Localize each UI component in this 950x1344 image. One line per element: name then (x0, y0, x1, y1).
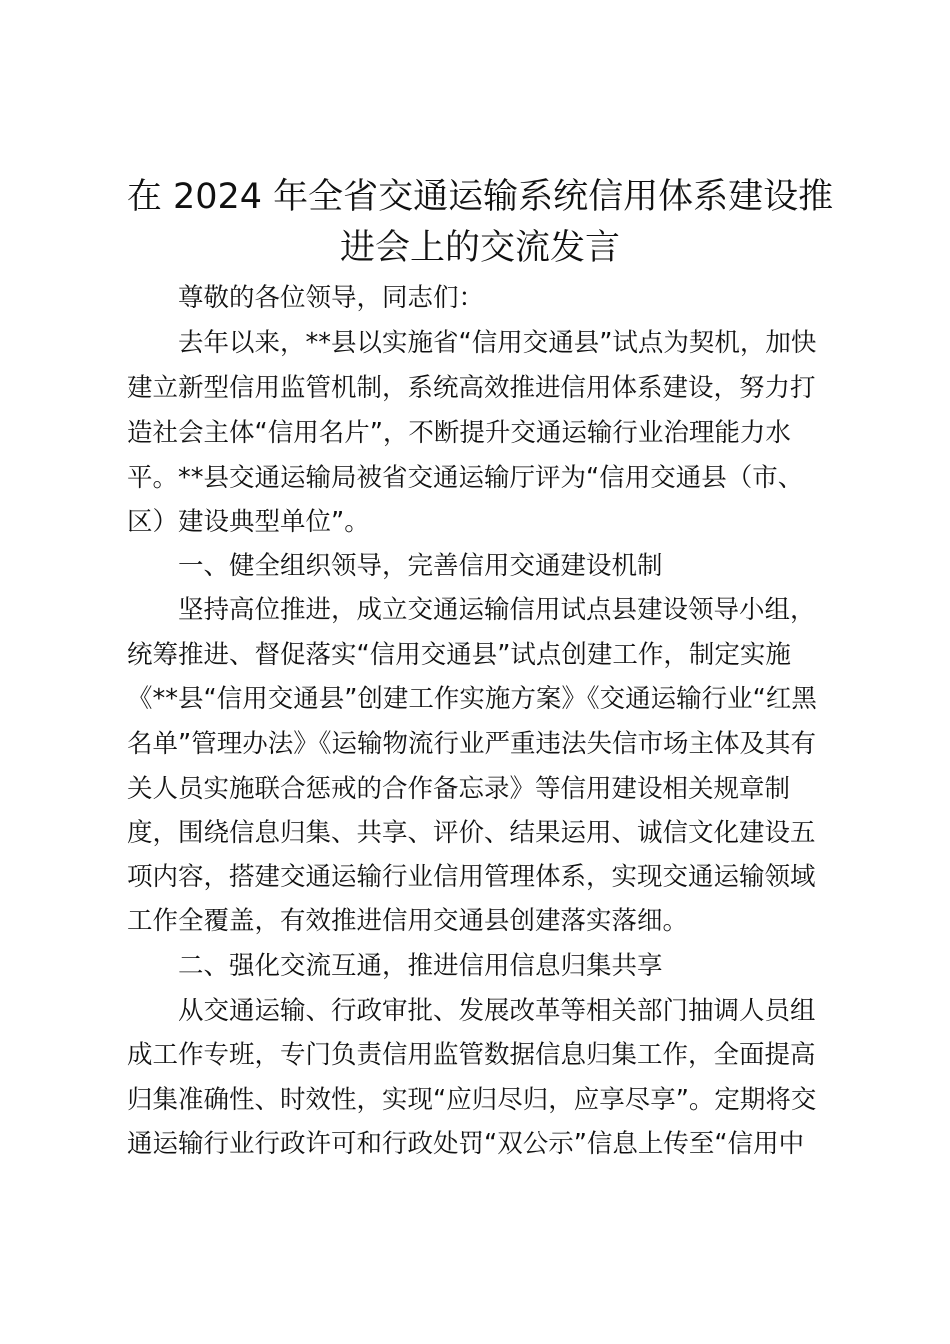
paragraph-line: 造社会主体“信用名片”，不断提升交通运输行业治理能力水 (127, 418, 791, 448)
paragraph-line: 通运输行业行政许可和行政处罚“双公示”信息上传至“信用中 (127, 1129, 805, 1159)
paragraph-line: 从交通运输、行政审批、发展改革等相关部门抽调人员组 (178, 996, 816, 1026)
paragraph-line: 统筹推进、督促落实“信用交通县”试点创建工作，制定实施 (127, 640, 791, 670)
section-heading: 一、健全组织领导，完善信用交通建设机制 (178, 551, 663, 581)
section-heading: 二、强化交流互通，推进信用信息归集共享 (178, 951, 663, 981)
paragraph-line: 工作全覆盖，有效推进信用交通县创建落实落细。 (127, 906, 689, 936)
salutation: 尊敬的各位领导，同志们： (178, 283, 485, 313)
paragraph-line: 《**县“信用交通县”创建工作实施方案》《交通运输行业“红黑 (127, 684, 817, 714)
document-title-line-1: 在 2024 年全省交通运输系统信用体系建设推 (126, 177, 834, 217)
paragraph-line: 关人员实施联合惩戒的合作备忘录》等信用建设相关规章制 (127, 774, 791, 804)
paragraph-line: 去年以来，**县以实施省“信用交通县”试点为契机，加快 (178, 328, 817, 358)
document-title-line-2: 进会上的交流发言 (339, 228, 620, 268)
paragraph-line: 成工作专班，专门负责信用监管数据信息归集工作，全面提高 (127, 1040, 816, 1070)
paragraph-line: 平。**县交通运输局被省交通运输厅评为“信用交通县（市、 (127, 463, 804, 493)
paragraph-line: 名单”管理办法》《运输物流行业严重违法失信市场主体及其有 (127, 729, 816, 759)
paragraph-line: 建立新型信用监管机制，系统高效推进信用体系建设，努力打 (127, 373, 816, 403)
paragraph-line: 项内容，搭建交通运输行业信用管理体系，实现交通运输领域 (127, 862, 816, 892)
paragraph-line: 坚持高位推进，成立交通运输信用试点县建设领导小组， (178, 595, 816, 625)
paragraph-line: 度，围绕信息归集、共享、评价、结果运用、诚信文化建设五 (127, 818, 816, 848)
paragraph-line: 区）建设典型单位”。 (127, 507, 370, 537)
paragraph-line: 归集准确性、时效性，实现“应归尽归，应享尽享”。定期将交 (127, 1085, 817, 1115)
